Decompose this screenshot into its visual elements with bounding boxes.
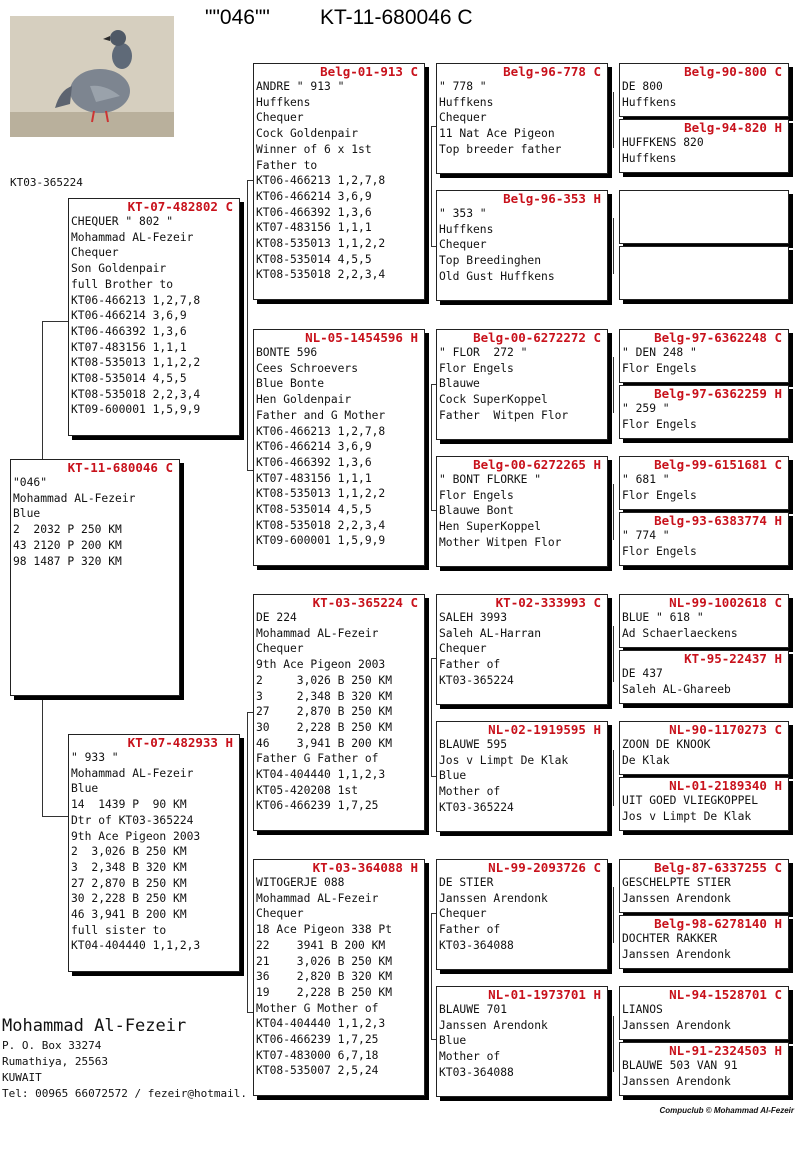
address-line: Rumathiya, 25563 (2, 1055, 108, 1068)
pedigree-box-g4 (619, 385, 789, 439)
pedigree-line: KT07-483156 1,1,1 (71, 340, 187, 354)
pedigree-line: Janssen Arendonk (622, 947, 731, 961)
connector (613, 484, 614, 540)
connector (42, 321, 69, 322)
ring-number: Belg-97-6362259 H (654, 386, 782, 401)
pedigree-line: KT03-365224 (439, 673, 514, 687)
pedigree-line: Flor Engels (439, 488, 514, 502)
pedigree-line: " FLOR 272 " (439, 346, 528, 359)
pedigree-line: KT08-535018 2,2,3,4 (256, 518, 386, 532)
ring-number: NL-01-1973701 H (488, 987, 601, 1002)
pedigree-line: KT06-466239 1,7,25 (256, 799, 379, 813)
pedigree-line: BONTE 596 (256, 346, 318, 359)
pedigree-line: KT06-466392 1,3,6 (71, 324, 187, 338)
pedigree-line: Father G Father of (256, 752, 379, 766)
contact-line: Tel: 00965 66072572 / fezeir@hotmail. (2, 1087, 248, 1100)
pedigree-line: KT04-404440 1,1,2,3 (71, 939, 201, 953)
pedigree-line: KT09-600001 1,5,9,9 (256, 534, 386, 548)
pedigree-line: Flor Engels (622, 361, 697, 375)
connector (613, 626, 614, 682)
pedigree-line: Hen Goldenpair (256, 393, 352, 407)
pedigree-line: Chequer (439, 111, 487, 125)
ring-number: KT-07-482802 C (127, 199, 233, 214)
pedigree-line: Mother of (439, 1050, 501, 1064)
ring-number: KT-95-22437 H (684, 651, 782, 666)
pedigree-line: Janssen Arendonk (622, 891, 731, 905)
pedigree-box-g3 (436, 456, 608, 567)
pedigree-box-g3 (436, 329, 608, 440)
pedigree-line: 9th Ace Pigeon 2003 (71, 829, 201, 843)
ring-number: Belg-97-6362248 C (654, 330, 782, 345)
pedigree-line: Mohammad AL-Fezeir (256, 626, 379, 640)
pedigree-line: 46 3,941 B 200 KM (256, 736, 393, 750)
pedigree-line: Cees Schroevers (256, 361, 359, 375)
pedigree-line: DE STIER (439, 876, 494, 889)
pedigree-line: Blue (71, 782, 99, 796)
pedigree-line: Blue (439, 769, 467, 783)
pedigree-box-g4 (619, 329, 789, 383)
ring-number: KT-11-680046 C (67, 460, 173, 475)
pedigree-box-g4 (619, 915, 789, 969)
pedigree-line: Flor Engels (439, 361, 514, 375)
pedigree-box-sire-sire (253, 63, 425, 300)
pedigree-line: "046" (13, 476, 48, 489)
pedigree-line: Mohammad AL-Fezeir (256, 891, 379, 905)
pedigree-line: 11 Nat Ace Pigeon (439, 127, 555, 141)
ring-number: NL-94-1528701 C (669, 987, 782, 1002)
pedigree-line: Father Witpen Flor (439, 408, 569, 422)
pedigree-line: 3 2,348 B 320 KM (256, 689, 393, 703)
connector (613, 750, 614, 806)
connector (42, 321, 43, 459)
pedigree-line: KT03-364088 (439, 1065, 514, 1079)
pedigree-line: 22 3941 B 200 KM (256, 938, 386, 952)
connector (247, 712, 248, 1012)
pedigree-line: KT06-466392 1,3,6 (256, 205, 372, 219)
pedigree-line: full Brother to (71, 277, 174, 291)
pedigree-line: Old Gust Huffkens (439, 269, 555, 283)
pedigree-line: Dtr of KT03-365224 (71, 813, 194, 827)
pedigree-line: KT09-600001 1,5,9,9 (71, 403, 201, 417)
pedigree-line: full sister to (71, 923, 167, 937)
ring-number: NL-91-2324503 H (669, 1043, 782, 1058)
pedigree-box-g3 (436, 63, 608, 174)
pedigree-line: Father of (439, 658, 501, 672)
pedigree-line: Father of (439, 923, 501, 937)
connector (613, 218, 614, 274)
pedigree-line: Son Goldenpair (71, 262, 167, 276)
pedigree-box-g3 (436, 190, 608, 301)
pigeon-photo (10, 16, 174, 137)
pedigree-line: BLUE " 618 " (622, 611, 704, 624)
pedigree-line: " BONT FLORKE " (439, 473, 542, 486)
pedigree-line: DE 224 (256, 611, 297, 624)
pedigree-box-g4 (619, 512, 789, 566)
pedigree-box-g4 (619, 986, 789, 1040)
pedigree-box-g4 (619, 1042, 789, 1096)
pedigree-line: 36 2,820 B 320 KM (256, 970, 393, 984)
pedigree-line: 27 2,870 B 250 KM (71, 876, 187, 890)
ring-number: Belg-94-820 H (684, 120, 782, 135)
pedigree-box-g3 (436, 594, 608, 705)
pedigree-box-g4 (619, 650, 789, 704)
pedigree-line: KT06-466392 1,3,6 (256, 455, 372, 469)
pedigree-line: Mother of (439, 785, 501, 799)
pedigree-line: Winner of 6 x 1st (256, 142, 372, 156)
pedigree-line: 46 3,941 B 200 KM (71, 908, 187, 922)
pedigree-box-g3 (436, 721, 608, 832)
pedigree-line: Hen SuperKoppel (439, 520, 542, 534)
pedigree-line: Huffkens (439, 222, 494, 236)
pedigree-line: ZOON DE KNOOK (622, 738, 711, 751)
ring-number: NL-99-1002618 C (669, 595, 782, 610)
pedigree-line: Chequer (439, 238, 487, 252)
ring-number: Belg-99-6151681 C (654, 457, 782, 472)
pedigree-line: LIANOS (622, 1003, 663, 1016)
address-line: KUWAIT (2, 1071, 42, 1084)
pedigree-line: Flor Engels (622, 417, 697, 431)
pedigree-line: Huffkens (622, 151, 677, 165)
pedigree-box-g4 (619, 190, 789, 244)
pedigree-line: 14 1439 P 90 KM (71, 798, 187, 812)
connector (431, 126, 432, 246)
pedigree-line: KT06-466213 1,2,7,8 (256, 174, 386, 188)
pedigree-box-g4 (619, 859, 789, 913)
pedigree-line: " DEN 248 " (622, 346, 697, 359)
pedigree-line: Father to (256, 158, 318, 172)
pedigree-line: Blue (13, 507, 41, 521)
ring-number: KT-03-365224 C (312, 595, 418, 610)
pedigree-line: Saleh AL-Harran (439, 626, 542, 640)
header-name: ""046"" (205, 6, 270, 29)
ring-number: NL-01-2189340 H (669, 778, 782, 793)
pedigree-box-sire (68, 198, 240, 436)
ring-number: Belg-96-353 H (503, 191, 601, 206)
ring-number: Belg-00-6272272 C (473, 330, 601, 345)
pedigree-line: 27 2,870 B 250 KM (256, 705, 393, 719)
pedigree-line: Mohammad AL-Fezeir (71, 230, 194, 244)
pedigree-box-dam-sire (253, 594, 425, 831)
pedigree-line: 2 2032 P 250 KM (13, 523, 122, 537)
pedigree-line: KT06-466213 1,2,7,8 (71, 293, 201, 307)
pedigree-line: Janssen Arendonk (622, 1074, 731, 1088)
pedigree-line: KT06-466213 1,2,7,8 (256, 424, 386, 438)
pedigree-line: 2 3,026 B 250 KM (256, 673, 393, 687)
pedigree-line: Top Breedinghen (439, 254, 542, 268)
pedigree-line: " 778 " (439, 80, 487, 93)
pedigree-line: KT07-483000 6,7,18 (256, 1048, 379, 1062)
pedigree-line: Chequer (256, 907, 304, 921)
pedigree-line: KT06-466214 3,6,9 (71, 309, 187, 323)
pedigree-line: GESCHELPTE STIER (622, 876, 731, 889)
reference-code: KT03-365224 (10, 176, 83, 189)
pedigree-line: ANDRE " 913 " (256, 80, 345, 93)
ring-number: Belg-96-778 C (503, 64, 601, 79)
pedigree-line: 43 2120 P 200 KM (13, 538, 122, 552)
address-line: P. O. Box 33274 (2, 1039, 102, 1052)
pedigree-line: 19 2,228 B 250 KM (256, 985, 393, 999)
ring-number: NL-02-1919595 H (488, 722, 601, 737)
pedigree-box-dam (68, 734, 240, 972)
connector (431, 658, 432, 776)
pedigree-box-g4 (619, 63, 789, 117)
connector (613, 357, 614, 413)
pedigree-line: KT07-483156 1,1,1 (256, 471, 372, 485)
pedigree-line: KT07-483156 1,1,1 (256, 221, 372, 235)
ring-number: Belg-98-6278140 H (654, 916, 782, 931)
pedigree-line: KT08-535013 1,1,2,2 (71, 356, 201, 370)
pedigree-line: KT04-404440 1,1,2,3 (256, 768, 386, 782)
pedigree-box-g4 (619, 246, 789, 300)
pedigree-line: Janssen Arendonk (622, 1018, 731, 1032)
pedigree-line: WITOGERJE 088 (256, 876, 345, 889)
connector (247, 180, 248, 470)
connector (42, 696, 43, 816)
pedigree-line: KT05-420208 1st (256, 783, 359, 797)
software-credit: Compuclub © Mohammad Al-Fezeir (659, 1106, 794, 1115)
connector (613, 1016, 614, 1072)
pedigree-box-g3 (436, 859, 608, 970)
connector (42, 816, 69, 817)
pedigree-line: Saleh AL-Ghareeb (622, 682, 731, 696)
pedigree-line: DE 437 (622, 667, 663, 680)
ring-number: NL-90-1170273 C (669, 722, 782, 737)
pedigree-line: KT08-535013 1,1,2,2 (256, 487, 386, 501)
ring-number: Belg-01-913 C (320, 64, 418, 79)
pedigree-line: " 353 " (439, 207, 487, 220)
pedigree-line: KT06-466214 3,6,9 (256, 440, 372, 454)
pedigree-line: HUFFKENS 820 (622, 136, 704, 149)
pedigree-line: 3 2,348 B 320 KM (71, 860, 187, 874)
pedigree-line: 98 1487 P 320 KM (13, 554, 122, 568)
pedigree-line: " 774 " (622, 529, 670, 542)
header-ring: KT-11-680046 C (320, 6, 473, 29)
pedigree-line: 21 3,026 B 250 KM (256, 954, 393, 968)
connector (431, 913, 432, 1039)
pedigree-line: Blauwe (439, 377, 480, 391)
connector (431, 384, 432, 510)
pedigree-line: Huffkens (622, 95, 677, 109)
pedigree-line: KT08-535014 4,5,5 (71, 372, 187, 386)
pedigree-line: BLAUWE 503 VAN 91 (622, 1059, 738, 1072)
pedigree-line: 9th Ace Pigeon 2003 (256, 658, 386, 672)
pedigree-line: " 259 " (622, 402, 670, 415)
pedigree-line: Jos v Limpt De Klak (439, 753, 569, 767)
ring-number: KT-02-333993 C (495, 595, 601, 610)
pedigree-line: Janssen Arendonk (439, 891, 548, 905)
pedigree-line: Blauwe Bont (439, 504, 514, 518)
pedigree-line: Ad Schaerlaeckens (622, 626, 738, 640)
pedigree-line: UIT GOED VLIEGKOPPEL (622, 794, 759, 807)
pedigree-line: 30 2,228 B 250 KM (256, 720, 393, 734)
pedigree-line: 2 3,026 B 250 KM (71, 845, 187, 859)
pedigree-line: KT08-535018 2,2,3,4 (71, 387, 201, 401)
pedigree-box-g4 (619, 456, 789, 510)
connector (613, 887, 614, 943)
pedigree-box-g3 (436, 986, 608, 1097)
pedigree-line: De Klak (622, 753, 670, 767)
pedigree-box-main (10, 459, 180, 696)
pedigree-line: 18 Ace Pigeon 338 Pt (256, 923, 393, 937)
pedigree-line: Mohammad AL-Fezeir (13, 491, 136, 505)
pedigree-line: Flor Engels (622, 488, 697, 502)
pedigree-line: KT08-535013 1,1,2,2 (256, 237, 386, 251)
pedigree-box-g4 (619, 119, 789, 173)
pedigree-line: KT08-535014 4,5,5 (256, 503, 372, 517)
ring-number: NL-99-2093726 C (488, 860, 601, 875)
pedigree-line: Cock Goldenpair (256, 127, 359, 141)
ring-number: Belg-87-6337255 C (654, 860, 782, 875)
ring-number: KT-07-482933 H (127, 735, 233, 750)
pedigree-line: Huffkens (439, 95, 494, 109)
pedigree-line: Cock SuperKoppel (439, 393, 548, 407)
pedigree-line: Mother Witpen Flor (439, 535, 562, 549)
pedigree-line: " 681 " (622, 473, 670, 486)
pedigree-line: KT08-535007 2,5,24 (256, 1064, 379, 1078)
pedigree-line: Chequer (439, 907, 487, 921)
pedigree-line: BLAUWE 701 (439, 1003, 508, 1016)
pedigree-line: KT04-404440 1,1,2,3 (256, 1017, 386, 1031)
pedigree-line: DOCHTER RAKKER (622, 932, 718, 945)
pedigree-line: Jos v Limpt De Klak (622, 809, 752, 823)
breeder-name: Mohammad Al-Fezeir (2, 1016, 187, 1036)
pedigree-line: Blue (439, 1034, 467, 1048)
pedigree-line: KT03-364088 (439, 938, 514, 952)
pedigree-line: KT03-365224 (439, 800, 514, 814)
pedigree-line: Chequer (439, 642, 487, 656)
pedigree-box-sire-dam (253, 329, 425, 566)
pedigree-line: KT08-535014 4,5,5 (256, 252, 372, 266)
ring-number: Belg-93-6383774 H (654, 513, 782, 528)
pedigree-line: Mother G Mother of (256, 1001, 379, 1015)
pedigree-box-g4 (619, 721, 789, 775)
pedigree-box-g4 (619, 594, 789, 648)
connector (613, 92, 614, 148)
pedigree-line: " 933 " (71, 751, 119, 764)
pedigree-line: Chequer (256, 642, 304, 656)
ring-number: NL-05-1454596 H (305, 330, 418, 345)
pedigree-box-g4 (619, 777, 789, 831)
pedigree-line: Mohammad AL-Fezeir (71, 766, 194, 780)
ring-number: Belg-00-6272265 H (473, 457, 601, 472)
ring-number: Belg-90-800 C (684, 64, 782, 79)
pedigree-line: Top breeder father (439, 142, 562, 156)
pedigree-line: Chequer (71, 246, 119, 260)
pedigree-line: SALEH 3993 (439, 611, 508, 624)
pedigree-line: CHEQUER " 802 " (71, 215, 174, 228)
ring-number: KT-03-364088 H (312, 860, 418, 875)
pedigree-line: Flor Engels (622, 544, 697, 558)
pedigree-line: Chequer (256, 111, 304, 125)
pedigree-line: BLAUWE 595 (439, 738, 508, 751)
pedigree-line: Father and G Mother (256, 408, 386, 422)
pedigree-line: Huffkens (256, 95, 311, 109)
pedigree-line: Blue Bonte (256, 377, 325, 391)
pedigree-line: KT08-535018 2,2,3,4 (256, 268, 386, 282)
pedigree-line: Janssen Arendonk (439, 1018, 548, 1032)
pedigree-line: KT06-466214 3,6,9 (256, 189, 372, 203)
pedigree-line: DE 800 (622, 80, 663, 93)
pedigree-line: 30 2,228 B 250 KM (71, 892, 187, 906)
pedigree-line: KT06-466239 1,7,25 (256, 1033, 379, 1047)
pedigree-box-dam-dam (253, 859, 425, 1096)
